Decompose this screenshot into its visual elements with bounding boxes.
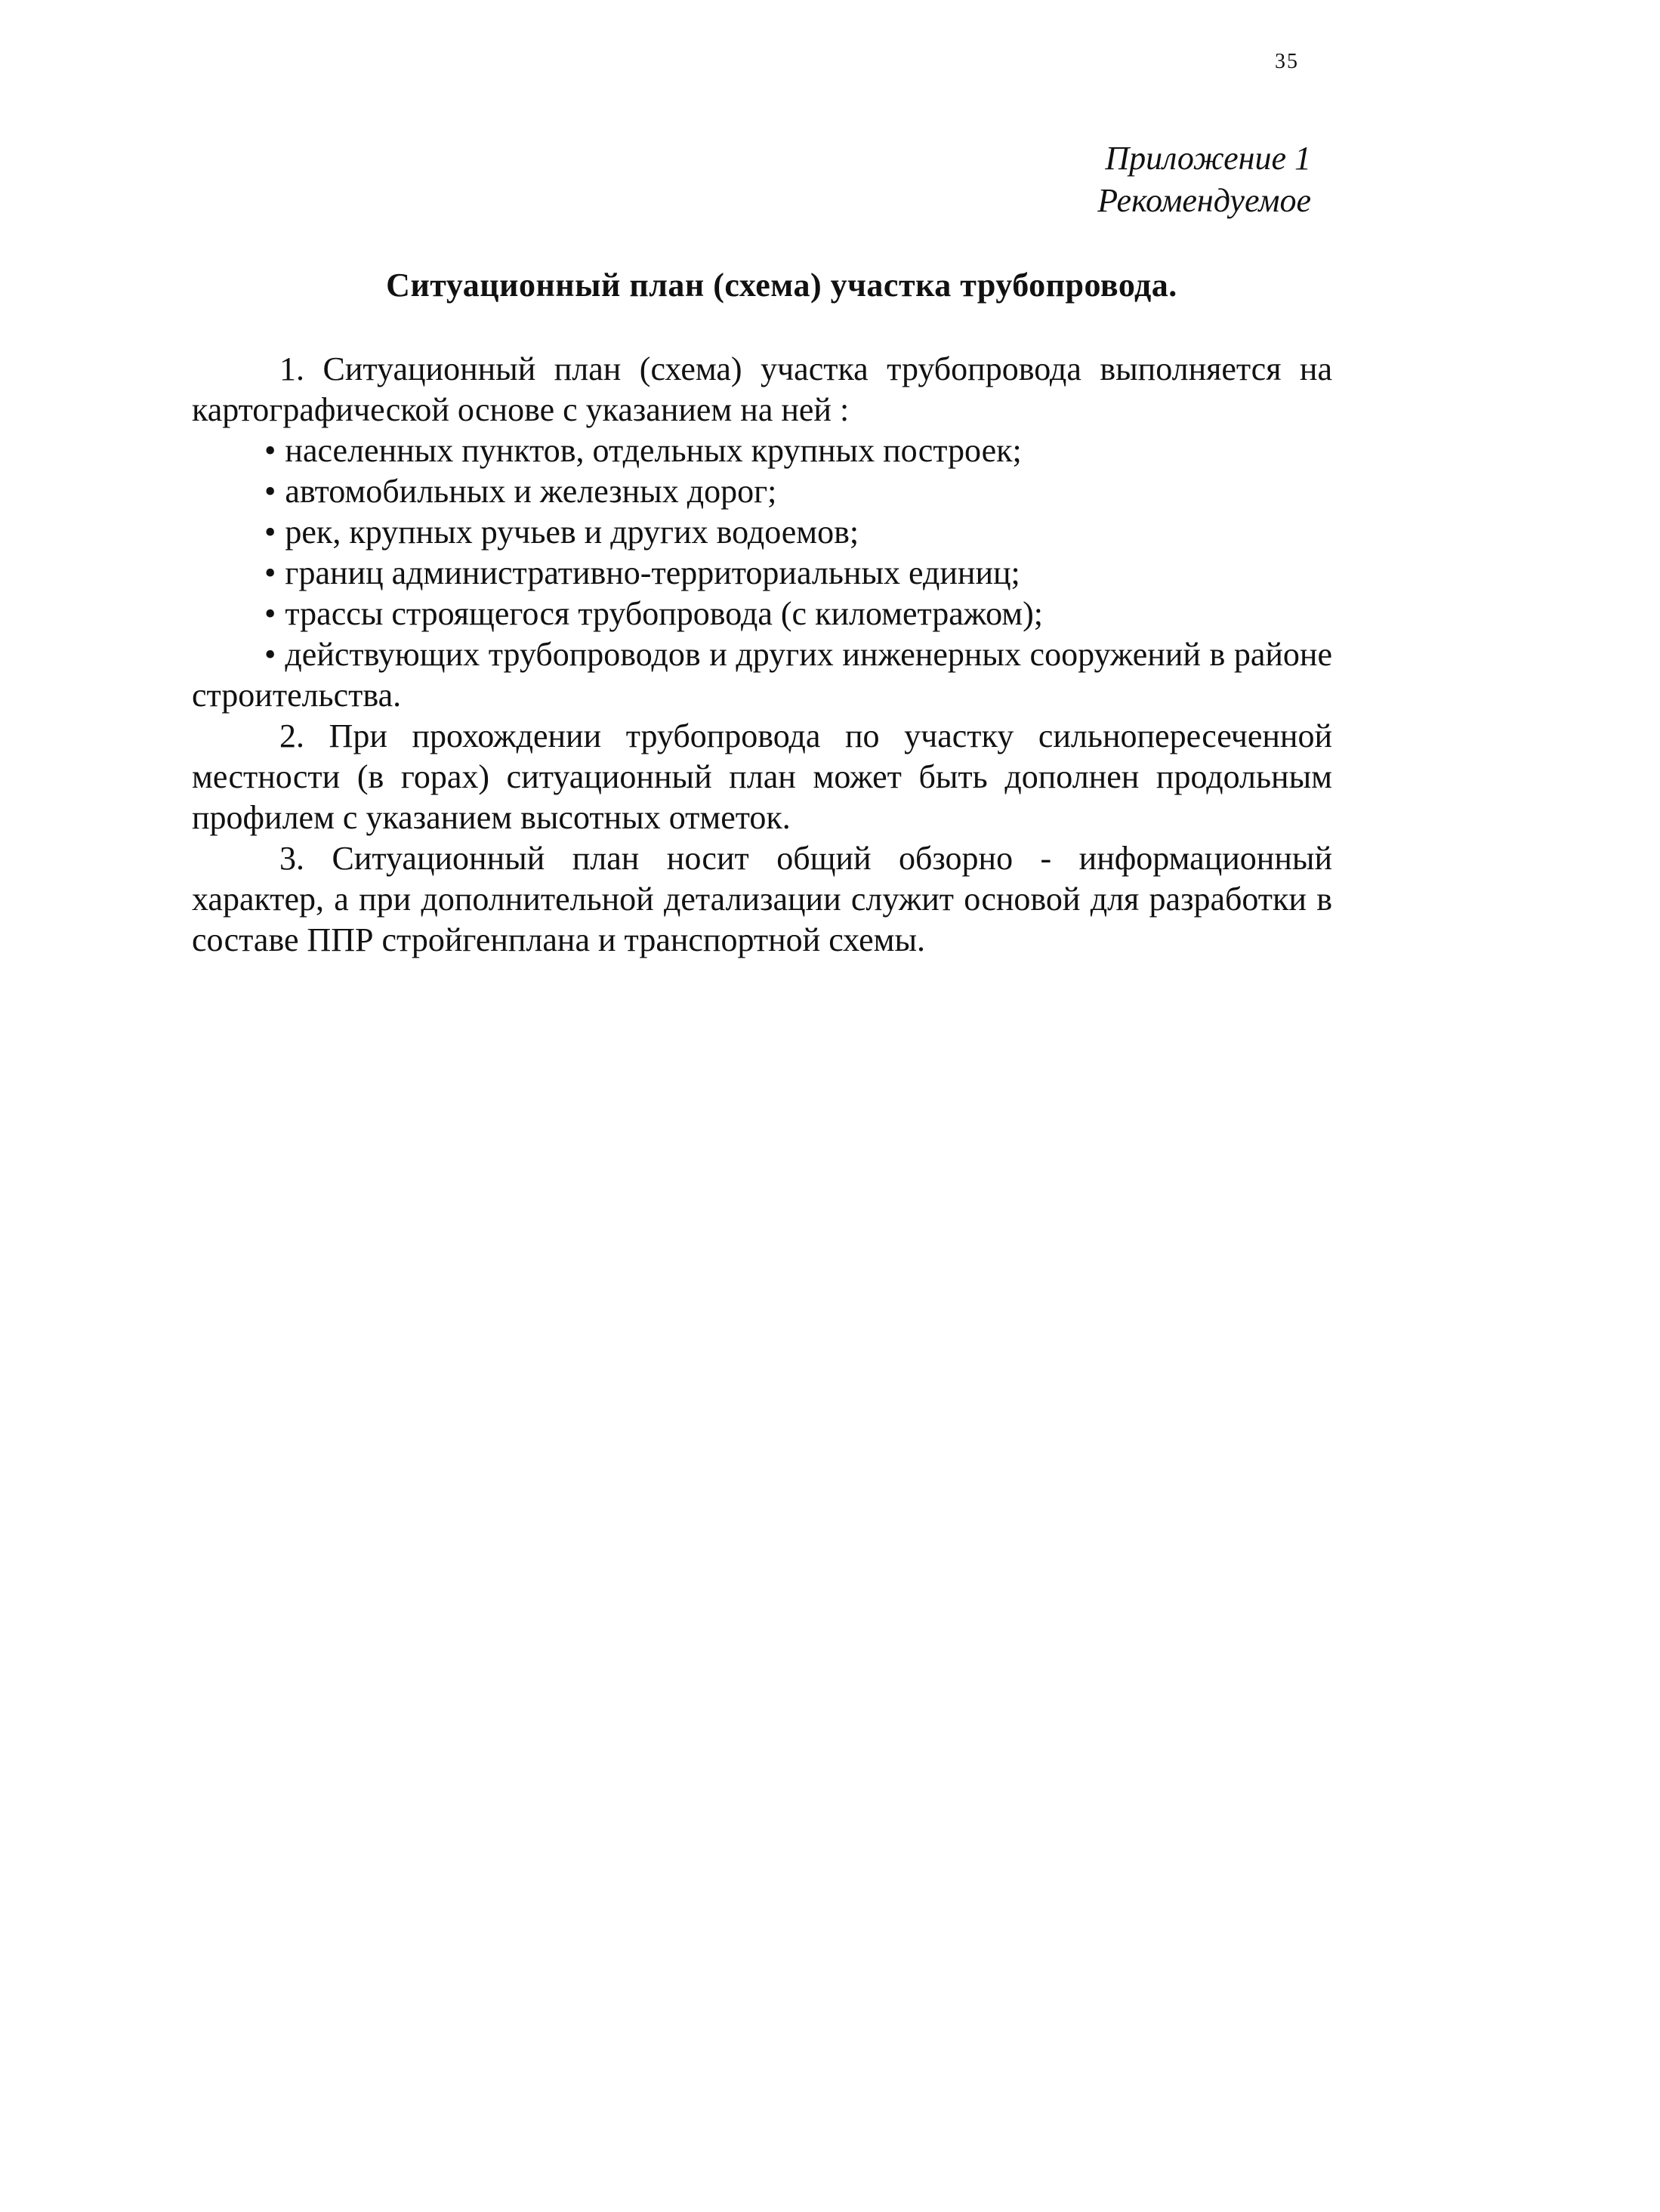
bullet-item	[192, 471, 1332, 512]
bullet-icon: •	[264, 473, 276, 510]
bullet-text: действующих трубопроводов и других инженерных сооружений в районе строительства.	[192, 636, 1332, 714]
bullet-item	[192, 634, 1332, 716]
bullet-item	[192, 553, 1332, 594]
bullet-icon: •	[264, 432, 276, 469]
bullet-item	[192, 594, 1332, 634]
bullet-text: населенных пунктов, отдельных крупных построек;	[285, 432, 1022, 469]
appendix-status: Рекомендуемое	[1097, 182, 1311, 219]
bullet-text: трассы строящегося трубопровода (с километражом);	[285, 595, 1043, 632]
bullet-icon: •	[264, 636, 276, 673]
paragraph-1: 1. Ситуационный план (схема) участка трубопровода выполняется на картографической основе с указанием на ней :	[192, 350, 1332, 428]
bullet-text: границ административно-территориальных единиц;	[285, 554, 1020, 591]
appendix-label: Приложение 1	[1105, 140, 1311, 177]
paragraph-3: 3. Ситуационный план носит общий обзорно - информационный характер, а при дополнительной детализации служит основой для разработки в составе ППР стройгенплана и транспортной схемы.	[192, 840, 1332, 958]
bullet-text: автомобильных и железных дорог;	[285, 473, 777, 510]
bullet-icon: •	[264, 595, 276, 632]
bullet-item	[192, 430, 1332, 471]
bullet-text: рек, крупных ручьев и других водоемов;	[285, 514, 859, 551]
page-number: 35	[1275, 50, 1299, 73]
paragraph-2: 2. При прохождении трубопровода по участку сильнопересеченной местности (в горах) ситуационный план может быть дополнен продольным профилем с указанием высотных отметок.	[192, 717, 1332, 836]
bullet-icon: •	[264, 514, 276, 551]
bullet-item	[192, 512, 1332, 553]
bullet-list	[192, 430, 1332, 716]
document-body	[192, 349, 1332, 961]
document-title: Ситуационный план (схема) участка трубопровода.	[386, 267, 1177, 304]
bullet-icon: •	[264, 554, 276, 591]
appendix-header	[1097, 137, 1311, 222]
